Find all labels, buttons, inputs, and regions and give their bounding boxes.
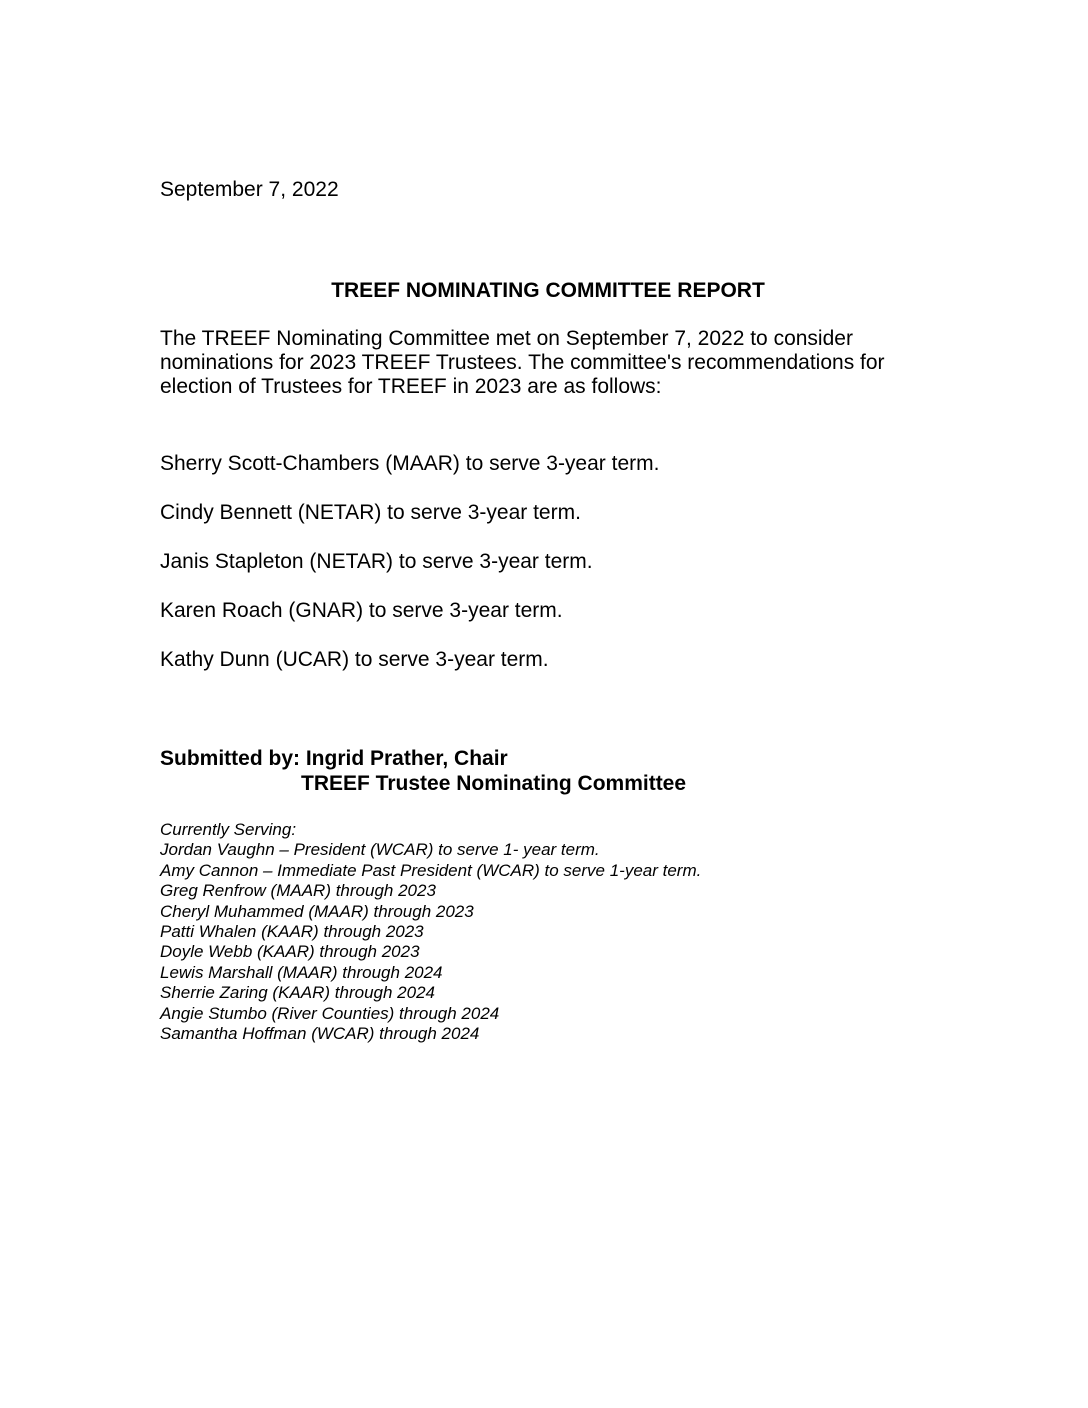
serving-member: Patti Whalen (KAAR) through 2023: [160, 922, 424, 942]
currently-serving-block: [160, 820, 701, 1044]
serving-member: Sherrie Zaring (KAAR) through 2024: [160, 983, 435, 1003]
serving-member: Cheryl Muhammed (MAAR) through 2023: [160, 901, 474, 921]
nominee-item: Karen Roach (GNAR) to serve 3-year term.: [160, 599, 563, 622]
committee-name: TREEF Trustee Nominating Committee: [301, 772, 687, 795]
nominee-item: Kathy Dunn (UCAR) to serve 3-year term.: [160, 648, 549, 671]
nominee-item: Cindy Bennett (NETAR) to serve 3-year term.: [160, 501, 581, 524]
intro-paragraph: [160, 327, 940, 399]
serving-member: Lewis Marshall (MAAR) through 2024: [160, 962, 443, 982]
report-date: September 7, 2022: [160, 178, 339, 201]
serving-member: Doyle Webb (KAAR) through 2023: [160, 942, 420, 962]
submitted-by-line: Submitted by: Ingrid Prather, Chair: [160, 747, 508, 770]
intro-line: election of Trustees for TREEF in 2023 are as follows:: [160, 375, 662, 398]
intro-line: The TREEF Nominating Committee met on September 7, 2022 to consider: [160, 327, 853, 350]
nominee-item: Sherry Scott-Chambers (MAAR) to serve 3-year term.: [160, 452, 660, 475]
intro-line: nominations for 2023 TREEF Trustees. The committee's recommendations for: [160, 351, 885, 374]
nominee-list: [160, 452, 659, 697]
serving-member: Jordan Vaughn – President (WCAR) to serve 1- year term.: [160, 840, 600, 860]
serving-member: Greg Renfrow (MAAR) through 2023: [160, 881, 436, 901]
report-title: TREEF NOMINATING COMMITTEE REPORT: [331, 279, 765, 302]
nominee-item: Janis Stapleton (NETAR) to serve 3-year term.: [160, 550, 593, 573]
currently-serving-heading: Currently Serving:: [160, 820, 297, 839]
serving-member: Samantha Hoffman (WCAR) through 2024: [160, 1024, 480, 1044]
serving-member: Amy Cannon – Immediate Past President (WCAR) to serve 1-year term.: [160, 860, 702, 880]
submitted-by-block: [160, 746, 686, 796]
serving-member: Angie Stumbo (River Counties) through 2024: [160, 1003, 500, 1023]
